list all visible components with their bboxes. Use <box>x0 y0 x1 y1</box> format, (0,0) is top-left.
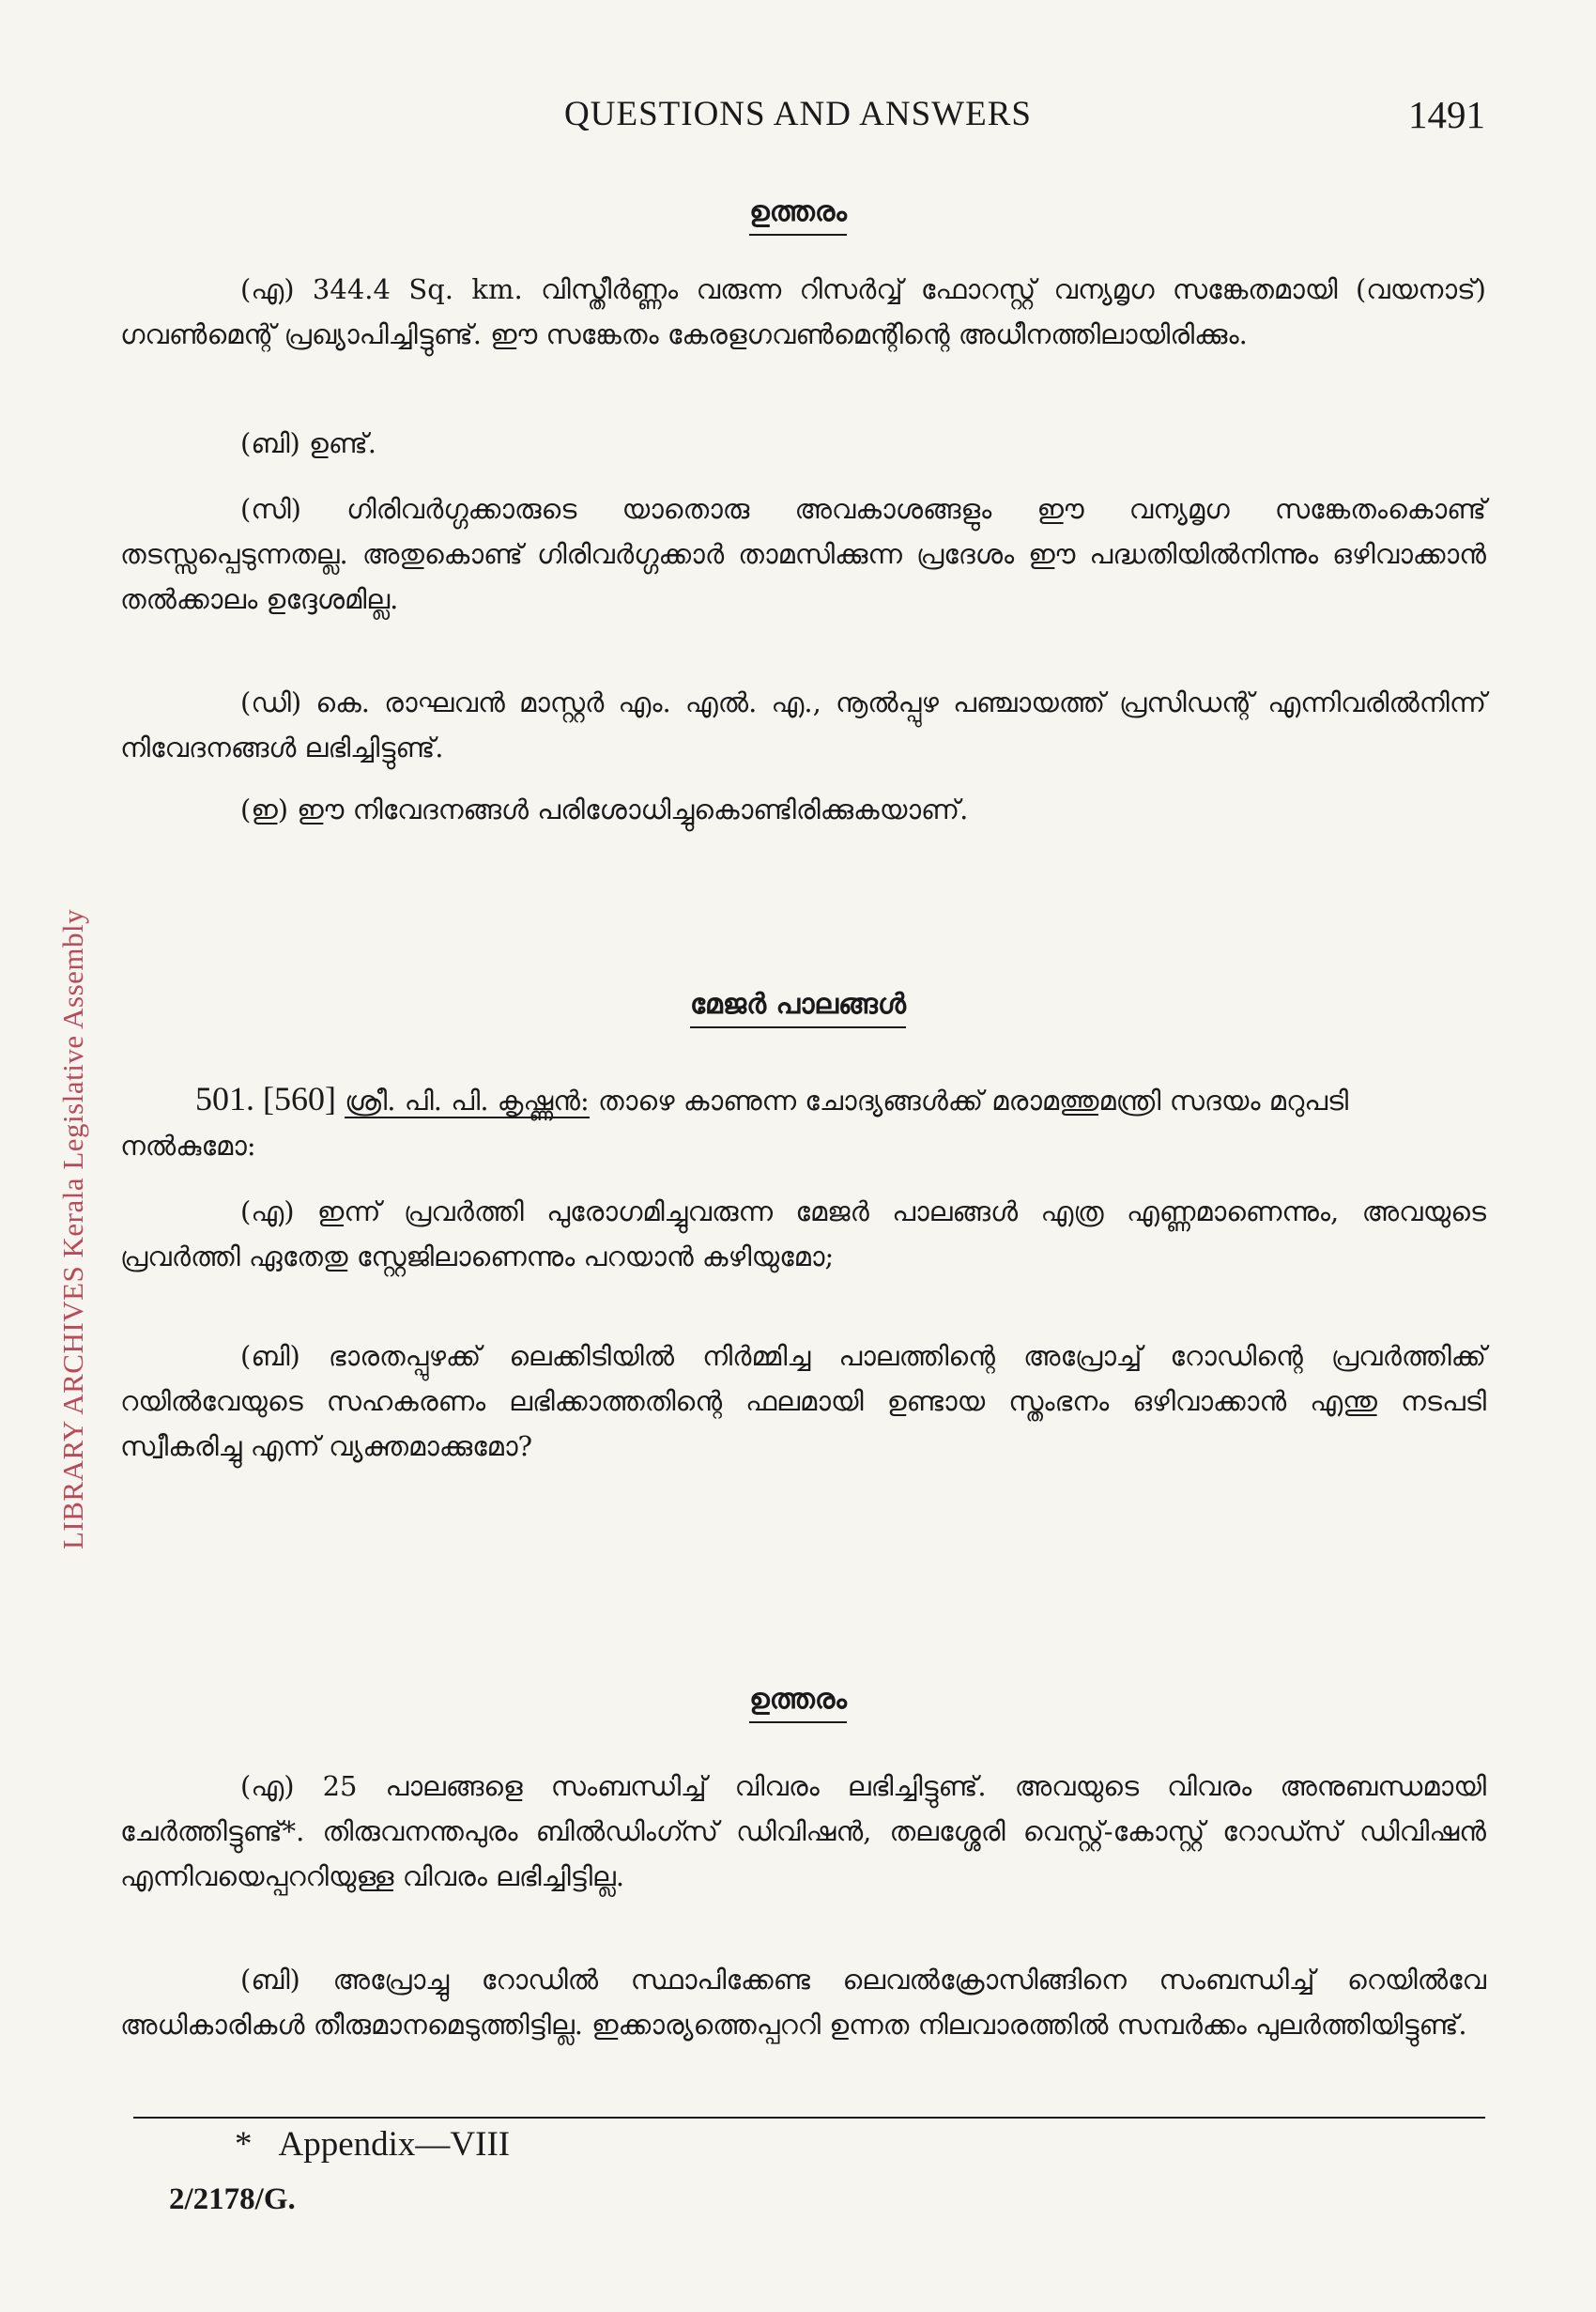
footnote-text: Appendix—VIII <box>278 2125 511 2164</box>
answer-2-b: (ബി) അപ്രോച്ചു റോഡിൽ സ്ഥാപിക്കേണ്ട ലെവൽക്രോസിങ്ങിനെ സംബന്ധിച്ച് റെയിൽവേ അധികാരികൾ തീരുമാനമെടുത്തിട്ടില്ല. ഇക്കാര്യത്തെപ്പററി ഉന്നത നിലവാരത്തിൽ സമ്പർക്കം പുലർത്തിയിട്ടുണ്ട്. <box>120 1964 1486 2041</box>
question-member: ശ്രീ. പി. പി. കൃഷ്ണൻ: <box>345 1085 590 1117</box>
document-code: 2/2178/G. <box>169 2182 296 2216</box>
page-number: 1491 <box>1408 93 1485 136</box>
archive-watermark: LIBRARY ARCHIVES Kerala Legislative Assembly <box>56 908 89 1549</box>
answer-1-d: (ഡി) കെ. രാഘവൻ മാസ്റ്റർ എം. എൽ. എ., നൂൽപ്പുഴ പഞ്ചായത്ത് പ്രസിഡന്റ് എന്നിവരിൽനിന്ന് നിവേദനങ്ങൾ ലഭിച്ചിട്ടുണ്ട്. <box>120 686 1486 763</box>
answer-1-b: (ബി) ഉണ്ട്. <box>240 427 377 459</box>
answer-1-a: (എ) 344.4 Sq. km. വിസ്തീർണ്ണം വരുന്ന റിസർവ്വ് ഫോറസ്റ്റ് വന്യമൃഗ സങ്കേതമായി (വയനാട്) ഗവൺമെന്റ് പ്രഖ്യാപിച്ചിട്ടുണ്ട്. ഈ സങ്കേതം കേരളഗവൺമെന്റിന്റെ അധീനത്തിലായിരിക്കും. <box>120 273 1486 350</box>
question-subject-heading: മേജർ പാലങ്ങൾ <box>0 988 1596 1028</box>
answer-heading: ഉത്തരം <box>0 195 1596 236</box>
answer-2-a: (എ) 25 പാലങ്ങളെ സംബന്ധിച്ച് വിവരം ലഭിച്ചിട്ടുണ്ട്. അവയുടെ വിവരം അനുബന്ധമായി ചേർത്തിട്ടുണ്ട്*. തിരുവനന്തപുരം ബിൽഡിംഗ്സ് ഡിവിഷൻ, തലശ്ശേരി വെസ്റ്റ്-കോസ്റ്റ് റോഡ്സ് ഡിവിഷൻ എന്നിവയെപ്പററിയുള്ള വിവരം ലഭിച്ചിട്ടില്ല. <box>120 1770 1486 1892</box>
question-number: 501. [560] <box>195 1080 336 1117</box>
question-501-b: (ബി) ഭാരതപ്പുഴക്ക് ലെക്കിടിയിൽ നിർമ്മിച്ച പാലത്തിന്റെ അപ്രോച്ച് റോഡിന്റെ പ്രവർത്തിക്ക് റയിൽവേയുടെ സഹകരണം ലഭിക്കാത്തതിന്റെ ഫലമായി ഉണ്ടായ സ്തംഭനം ഒഴിവാക്കാൻ എന്തു നടപടി സ്വീകരിച്ചു എന്ന് വ്യക്തമാക്കുമോ? <box>120 1340 1486 1462</box>
question-501-intro <box>120 1076 1486 1168</box>
page-header-title: QUESTIONS AND ANSWERS <box>564 95 1032 133</box>
answer-1-e: (ഇ) ഈ നിവേദനങ്ങൾ പരിശോധിച്ചുകൊണ്ടിരിക്കുകയാണ്. <box>240 794 969 825</box>
question-501-a: (എ) ഇന്ന് പ്രവർത്തി പുരോഗമിച്ചുവരുന്ന മേജർ പാലങ്ങൾ എത്ര എണ്ണമാണെന്നും, അവയുടെ പ്രവർത്തി ഏതേതു സ്റ്റേജിലാണെന്നും പറയാൻ കഴിയുമോ; <box>120 1195 1486 1272</box>
question-intro-text: താഴെ കാണുന്ന ചോദ്യങ്ങൾക്ക് മരാമത്തുമന്ത്രി സദയം മറുപടി നൽകുമോ: <box>120 1085 1349 1162</box>
answer-heading-2: ഉത്തരം <box>0 1683 1596 1723</box>
answer-1-c: (സി) ഗിരിവർഗ്ഗക്കാരുടെ യാതൊരു അവകാശങ്ങളും ഈ വന്യമൃഗ സങ്കേതംകൊണ്ട് തടസ്സപ്പെടുന്നതല്ല. അതുകൊണ്ട് ഗിരിവർഗ്ഗക്കാർ താമസിക്കുന്ന പ്രദേശം ഈ പദ്ധതിയിൽനിന്നും ഒഴിവാക്കാൻ തൽക്കാലം ഉദ്ദേശമില്ല. <box>120 493 1486 615</box>
footnote <box>235 2124 510 2165</box>
footnote-divider <box>133 2117 1485 2119</box>
footnote-star: * <box>235 2125 253 2164</box>
